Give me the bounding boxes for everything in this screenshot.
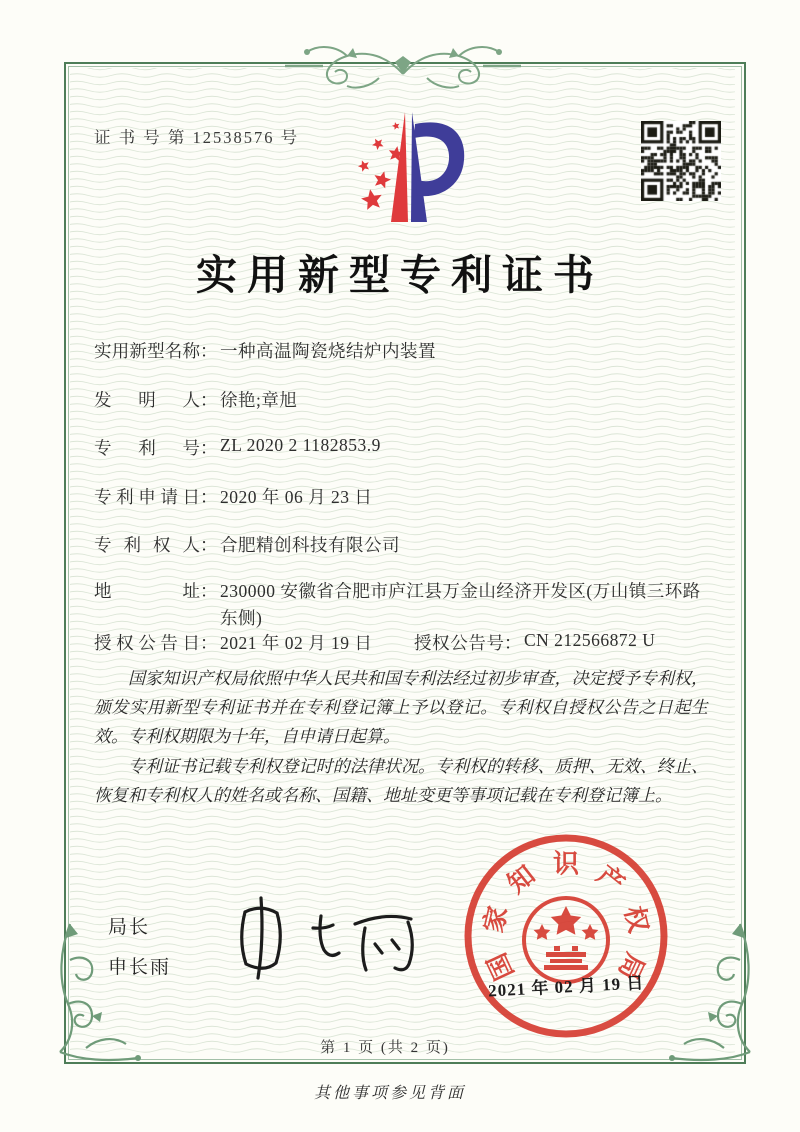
field-row-patentee: [94, 532, 400, 557]
legal-text: [94, 664, 708, 810]
field-value: 一种高温陶瓷烧结炉内装置: [220, 341, 436, 361]
colon: ：: [200, 535, 218, 555]
cnipa-logo: [312, 104, 472, 232]
field-value: 合肥精创科技有限公司: [220, 535, 400, 555]
field-label: 专利号: [94, 438, 200, 458]
svg-text:局: 局: [612, 948, 650, 985]
field-row-utility-model-name: [94, 338, 436, 363]
star-icon: [361, 189, 382, 210]
field-row-inventor: [94, 387, 297, 412]
legal-paragraph-1: 国家知识产权局依照中华人民共和国专利法经过初步审查，决定授予专利权，颁发实用新型专利证书并在专利登记簿上予以登记。专利权自授权公告之日起生效。专利权期限为十年，自申请日起算。: [94, 669, 708, 747]
field-value: CN 212566872 U: [524, 630, 656, 650]
star-icon: [372, 139, 383, 150]
page-number: 第 1 页 (共 2 页): [320, 1040, 450, 1056]
star-icon: [358, 160, 369, 171]
logo-red-wedge-icon: [391, 112, 408, 222]
certificate-number: 证 书 号 第 12538576 号: [94, 128, 300, 147]
handwritten-signature-icon: [215, 888, 430, 988]
field-row-patent-number: [94, 435, 381, 460]
official-seal: [458, 828, 674, 1044]
field-label: 授权公告日: [94, 633, 200, 653]
signer-title: 局长: [108, 917, 151, 938]
colon: ：: [200, 487, 218, 507]
svg-text:国: 国: [482, 948, 520, 985]
seal-date: 2021 年 02 月 19 日: [487, 973, 645, 1001]
colon: ：: [200, 581, 218, 601]
field-row-grant-date: [94, 630, 656, 655]
star-icon: [375, 171, 392, 188]
svg-text:知: 知: [502, 860, 541, 899]
field-row-filing-date: [94, 484, 372, 509]
field-label: 地址: [94, 581, 200, 601]
svg-text:识: 识: [552, 849, 580, 879]
colon: ：: [200, 438, 218, 458]
field-label: 发明人: [94, 390, 200, 410]
colon: ：: [200, 341, 218, 361]
svg-text:家: 家: [478, 903, 514, 936]
field-label: 实用新型名称: [94, 341, 200, 361]
qr-code: [641, 121, 721, 201]
star-icon: [392, 122, 399, 130]
back-side-note: 其他事项参见背面: [313, 1085, 466, 1102]
certificate-title: 实用新型专利证书: [196, 252, 604, 298]
field-grant-number: [414, 630, 655, 655]
top-border-scroll-ornament-icon: [283, 38, 523, 94]
svg-text:权: 权: [618, 903, 654, 936]
field-label: 专利权人: [94, 535, 200, 555]
legal-paragraph-2: 专利证书记载专利权登记时的法律状况。专利权的转移、质押、无效、终止、恢复和专利权人的姓名或名称、国籍、地址变更等事项记载在专利登记簿上。: [94, 756, 708, 805]
field-value: 徐艳;章旭: [220, 390, 298, 410]
colon: ：: [200, 633, 218, 653]
field-value: ZL 2020 2 1182853.9: [220, 435, 381, 455]
seal-national-emblem-icon: [524, 898, 608, 982]
logo-p-bowl-icon: [414, 122, 464, 196]
field-label: 专利申请日: [94, 487, 200, 507]
field-value: 2020 年 06 月 23 日: [220, 487, 373, 507]
field-value: 230000 安徽省合肥市庐江县万金山经济开发区(万山镇三环路东侧): [220, 581, 701, 629]
colon: ：: [504, 633, 522, 653]
signer-block: [108, 912, 171, 992]
signer-name: 申长雨: [108, 957, 172, 978]
colon: ：: [200, 390, 218, 410]
field-label: 授权公告号: [414, 633, 504, 653]
field-value: 2021 年 02 月 19 日: [220, 633, 373, 653]
field-row-address: [94, 578, 712, 632]
svg-text:产: 产: [591, 860, 630, 899]
